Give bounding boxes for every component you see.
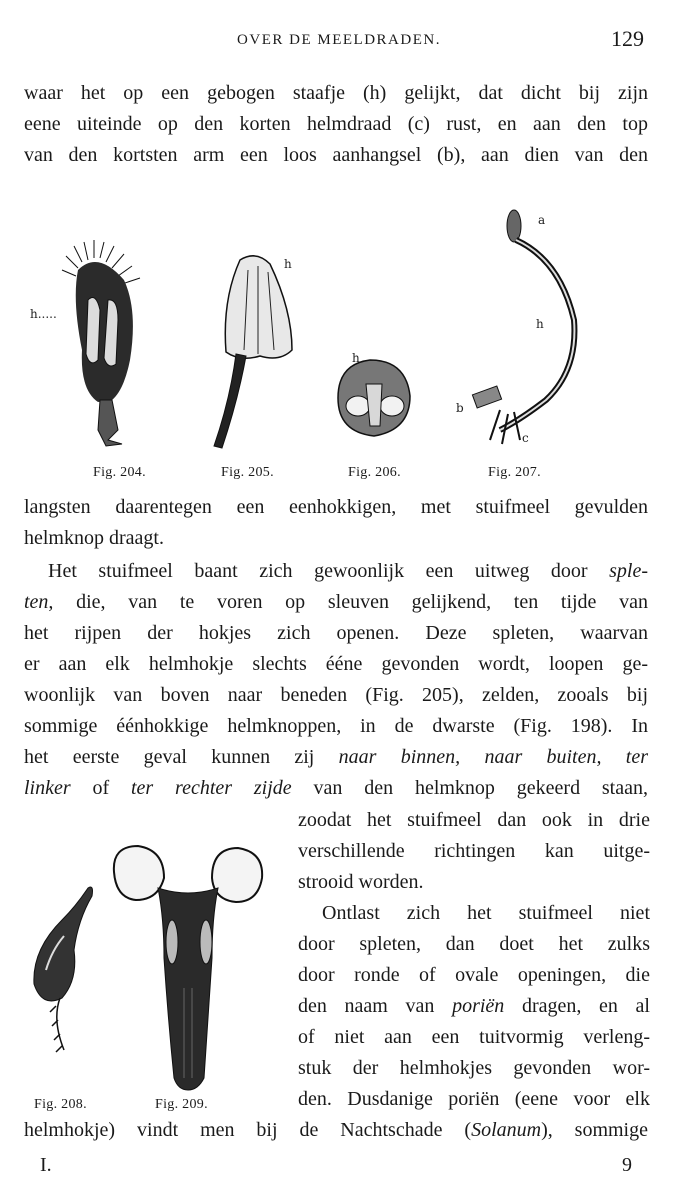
emphasis: poriën bbox=[452, 995, 505, 1017]
figure-207-label-c: c bbox=[522, 431, 529, 445]
text-line: strooid worden. bbox=[298, 871, 424, 893]
text-line: Ontlast zich het stuifmeel niet bbox=[322, 902, 650, 924]
text-line bbox=[24, 773, 648, 804]
text-line: eene uiteinde op den korten helmdraad (c) rust, en aan den top bbox=[24, 113, 648, 135]
paragraph-1 bbox=[24, 78, 648, 171]
running-head bbox=[0, 26, 678, 56]
text-line bbox=[24, 1115, 648, 1146]
text-line bbox=[24, 587, 648, 618]
text-line bbox=[24, 742, 648, 773]
figure-208-illustration bbox=[22, 880, 102, 1060]
text-line: stuk der helmhokjes gevonden wor- bbox=[298, 1057, 650, 1079]
text-span: die, van te voren op sleuven gelijkend, ten tijde van bbox=[53, 591, 648, 613]
text-line: den. Dusdanige poriën (eene voor elk bbox=[298, 1088, 650, 1110]
paragraph-3-continued bbox=[298, 805, 650, 898]
figure-206-caption: Fig. 206. bbox=[348, 465, 401, 480]
figure-205-illustration bbox=[200, 250, 310, 455]
figure-205-caption: Fig. 205. bbox=[221, 465, 274, 480]
paragraph-4-last-line bbox=[24, 1115, 648, 1146]
signature-mark-left: I. bbox=[40, 1154, 52, 1176]
figure-204-label-h: h..... bbox=[30, 307, 57, 321]
text-span: ), sommige bbox=[541, 1119, 648, 1141]
text-line: woonlijk van boven naar beneden (Fig. 205), zelden, zooals bij bbox=[24, 684, 648, 706]
paragraph-4 bbox=[298, 898, 650, 1115]
page-number: 129 bbox=[611, 26, 644, 51]
figure-207-illustration bbox=[450, 200, 590, 455]
text-line: sommige éénhokkige helmknoppen, in de dwarste (Fig. 198). In bbox=[24, 715, 648, 737]
text-line: helmknop draagt. bbox=[24, 527, 164, 549]
figure-208-caption: Fig. 208. bbox=[34, 1097, 87, 1112]
figure-206-illustration bbox=[330, 350, 420, 445]
text-span: helmhokje) vindt men bij de Nachtschade ( bbox=[24, 1119, 472, 1141]
figure-204-caption: Fig. 204. bbox=[93, 465, 146, 480]
emphasis: ter bbox=[625, 746, 648, 768]
figure-207-label-a: a bbox=[538, 213, 546, 227]
text-line bbox=[24, 556, 648, 587]
emphasis: ter rechter zijde bbox=[131, 777, 292, 799]
emphasis: sple- bbox=[609, 560, 648, 582]
text-line: zoodat het stuifmeel dan ook in drie bbox=[298, 809, 650, 831]
text-span: Het stuifmeel baant zich gewoonlijk een uitweg door bbox=[48, 560, 610, 582]
paragraph-3 bbox=[24, 556, 648, 804]
text-line: waar het op een gebogen staafje (h) gelijkt, dat dicht bij zijn bbox=[24, 82, 648, 104]
text-line: door ronde of ovale openingen, die bbox=[298, 964, 650, 986]
figure-204-illustration bbox=[28, 240, 168, 455]
text-line: of niet aan een tuitvormig verleng- bbox=[298, 1026, 650, 1048]
text-line: verschillende richtingen kan uitge- bbox=[298, 840, 650, 862]
text-span: den naam van bbox=[298, 995, 453, 1017]
running-title: OVER DE MEELDRADEN. bbox=[237, 32, 441, 48]
text-line: het rijpen der hokjes zich openen. Deze spleten, waarvan bbox=[24, 622, 648, 644]
text-span: van den helmknop gekeerd staan, bbox=[291, 777, 648, 799]
text-span: dragen, en al bbox=[504, 995, 650, 1017]
figure-207-label-h: h bbox=[536, 317, 544, 331]
emphasis: ten, bbox=[24, 591, 54, 613]
text-span: het eerste geval kunnen zij bbox=[24, 746, 339, 768]
paragraph-2 bbox=[24, 492, 648, 554]
signature-mark-right: 9 bbox=[622, 1154, 632, 1176]
figure-209-illustration bbox=[108, 838, 268, 1093]
figure-206-label-h: h bbox=[352, 351, 360, 365]
text-line: van den kortsten arm een loos aanhangsel (b), aan dien van den bbox=[24, 144, 648, 166]
figure-207-label-b: b bbox=[456, 401, 464, 415]
text-line: er aan elk helmhokje slechts ééne gevonden wordt, loopen ge- bbox=[24, 653, 648, 675]
text-line: door spleten, dan doet het zulks bbox=[298, 933, 650, 955]
emphasis: naar buiten, bbox=[484, 746, 602, 768]
figure-207-caption: Fig. 207. bbox=[488, 465, 541, 480]
text-line: langsten daarentegen een eenhokkigen, met stuifmeel gevulden bbox=[24, 496, 648, 518]
emphasis: naar binnen, bbox=[338, 746, 461, 768]
figure-209-caption: Fig. 209. bbox=[155, 1097, 208, 1112]
emphasis: Solanum bbox=[471, 1119, 542, 1141]
emphasis: linker bbox=[24, 777, 71, 799]
text-line bbox=[298, 991, 650, 1022]
text-span: of bbox=[70, 777, 131, 799]
figure-205-label-h: h bbox=[284, 257, 292, 271]
